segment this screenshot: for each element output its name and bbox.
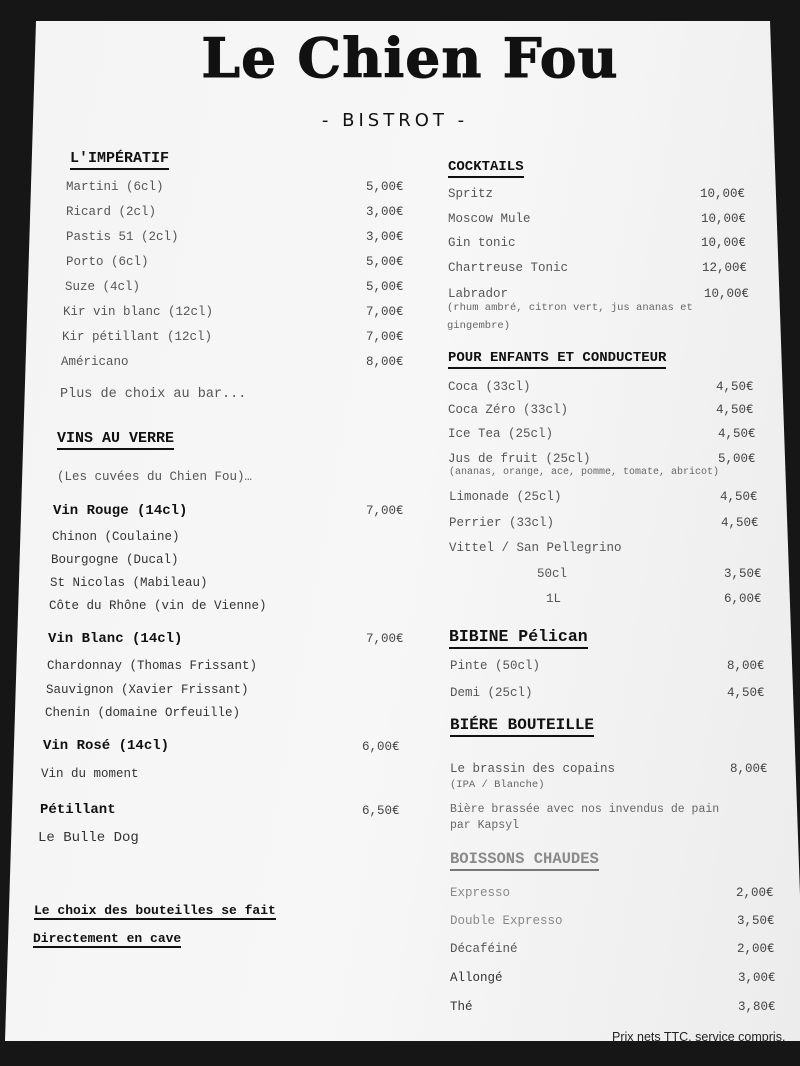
menu-item-price: 4,50€: [718, 427, 756, 441]
wine-group-name: Vin Rosé (14cl): [43, 738, 170, 754]
menu-item-name: Suze (4cl): [65, 280, 141, 294]
wine-group-price: 7,00€: [366, 632, 404, 646]
menu-item-name: Chartreuse Tonic: [448, 261, 569, 275]
menu-item-price: 10,00€: [701, 212, 747, 226]
wine-item: Chinon (Coulaine): [52, 530, 180, 544]
wine-group-name: Vin Blanc (14cl): [48, 631, 183, 647]
section-heading-wines: VINS AU VERRE: [57, 430, 174, 450]
menu-item-price: 10,00€: [700, 187, 746, 201]
menu-item-price: 5,00€: [366, 280, 404, 294]
menu-item-name: Américano: [61, 355, 129, 369]
wine-item: Chardonnay (Thomas Frissant): [47, 659, 258, 673]
menu-item-price: 3,00€: [366, 205, 404, 219]
menu-item-price: 8,00€: [727, 659, 765, 673]
wine-item: Bourgogne (Ducal): [51, 553, 179, 567]
menu-item-name: Kir vin blanc (12cl): [63, 305, 214, 319]
menu-item-name: Thé: [450, 1000, 473, 1014]
menu-item-name: Allongé: [450, 971, 503, 985]
wine-group-price: 7,00€: [366, 504, 404, 518]
menu-item-price: 5,00€: [366, 180, 404, 194]
menu-item-price: 3,00€: [738, 971, 776, 985]
menu-item-description: (rhum ambré, citron vert, jus ananas et: [447, 302, 693, 314]
menu-item-name: Demi (25cl): [450, 686, 533, 700]
menu-item-name: Le brassin des copains: [450, 762, 616, 776]
menu-item-price: 6,00€: [724, 592, 762, 606]
restaurant-name: Le Chien Fou: [201, 26, 619, 90]
wine-group-name: Pétillant: [40, 802, 116, 818]
menu-item-name: Porto (6cl): [66, 255, 149, 269]
beer-note-line-1: Bière brassée avec nos invendus de pain: [450, 803, 720, 816]
menu-item-name: Pastis 51 (2cl): [66, 230, 179, 244]
menu-item-name: Expresso: [450, 886, 511, 900]
wine-group-price: 6,50€: [362, 804, 400, 818]
beer-note-line-2: par Kapsyl: [450, 819, 520, 832]
menu-item-price: 10,00€: [701, 236, 747, 250]
menu-item-name: Kir pétillant (12cl): [62, 330, 213, 344]
bottles-note-line-1: Le choix des bouteilles se fait: [34, 903, 276, 918]
menu-item-price: 4,50€: [721, 516, 759, 530]
menu-item-price: 4,50€: [720, 490, 758, 504]
menu-item-size: 1L: [546, 592, 562, 606]
menu-item-name: Coca (33cl): [448, 380, 531, 394]
menu-item-description: gingembre): [447, 320, 511, 332]
menu-item-price: 3,00€: [366, 230, 404, 244]
menu-item-price: 2,00€: [737, 942, 775, 956]
restaurant-type: - BISTROT -: [321, 110, 469, 131]
menu-item-name: Décaféiné: [450, 942, 518, 956]
menu-item-price: 3,50€: [724, 567, 762, 581]
section-heading-draft-beer: BIBINE Pélican: [449, 627, 588, 649]
menu-item-name: Coca Zéro (33cl): [448, 403, 569, 417]
section-heading-aperitif: L'IMPÉRATIF: [70, 150, 169, 170]
wine-group-name: Vin Rouge (14cl): [53, 503, 188, 519]
menu-item-price: 2,00€: [736, 886, 774, 900]
menu-item-name: Pinte (50cl): [450, 659, 541, 673]
wine-item: Côte du Rhône (vin de Vienne): [49, 599, 267, 613]
wine-item: Chenin (domaine Orfeuille): [45, 706, 241, 720]
wines-intro: (Les cuvées du Chien Fou)…: [57, 470, 253, 484]
bottles-note-line-2: Directement en cave: [33, 931, 182, 946]
menu-item-name: Martini (6cl): [66, 180, 164, 194]
menu-item-name: Jus de fruit (25cl): [448, 452, 591, 466]
menu-item-name: Moscow Mule: [448, 212, 531, 226]
menu-item-name: Ricard (2cl): [66, 205, 157, 219]
menu-item-description: (IPA / Blanche): [450, 779, 545, 791]
section-heading-bottled-beer: BIÉRE BOUTEILLE: [450, 716, 594, 737]
menu-item-name: Limonade (25cl): [449, 490, 562, 504]
wine-item: St Nicolas (Mabileau): [50, 576, 208, 590]
menu-item-size: 50cl: [537, 567, 568, 581]
menu-item-price: 7,00€: [366, 305, 404, 319]
wine-group-price: 6,00€: [362, 740, 400, 754]
menu-item-name: Perrier (33cl): [449, 516, 555, 530]
aperitif-note: Plus de choix au bar...: [60, 387, 247, 402]
menu-item-price: 5,00€: [718, 452, 756, 466]
menu-item-price: 3,80€: [738, 1000, 776, 1014]
menu-item-price: 12,00€: [702, 261, 748, 275]
menu-item-description: (ananas, orange, ace, pomme, tomate, abricot): [449, 467, 720, 478]
menu-item-name: Vittel / San Pellegrino: [449, 541, 622, 555]
menu-item-name: Spritz: [448, 187, 494, 201]
section-heading-hot-drinks: BOISSONS CHAUDES: [450, 850, 599, 871]
section-heading-cocktails: COCKTAILS: [448, 159, 524, 178]
menu-item-price: 4,50€: [727, 686, 765, 700]
menu-item-price: 3,50€: [737, 914, 775, 928]
wine-item: Sauvignon (Xavier Frissant): [46, 683, 249, 697]
menu-item-price: 4,50€: [716, 380, 754, 394]
menu-item-price: 5,00€: [366, 255, 404, 269]
wine-item: Vin du moment: [41, 767, 139, 781]
menu-item-price: 7,00€: [366, 330, 404, 344]
menu-item-price: 10,00€: [704, 287, 750, 301]
price-footnote: Prix nets TTC, service compris.: [612, 1030, 786, 1044]
menu-item-name: Ice Tea (25cl): [448, 427, 554, 441]
menu-item-price: 8,00€: [730, 762, 768, 776]
menu-item-name: Double Expresso: [450, 914, 563, 928]
menu-item-price: 4,50€: [716, 403, 754, 417]
menu-item-name: Gin tonic: [448, 236, 516, 250]
section-heading-softs: POUR ENFANTS ET CONDUCTEUR: [448, 350, 666, 369]
wine-item: Le Bulle Dog: [38, 830, 139, 846]
menu-item-price: 8,00€: [366, 355, 404, 369]
menu-item-name: Labrador: [448, 287, 509, 301]
